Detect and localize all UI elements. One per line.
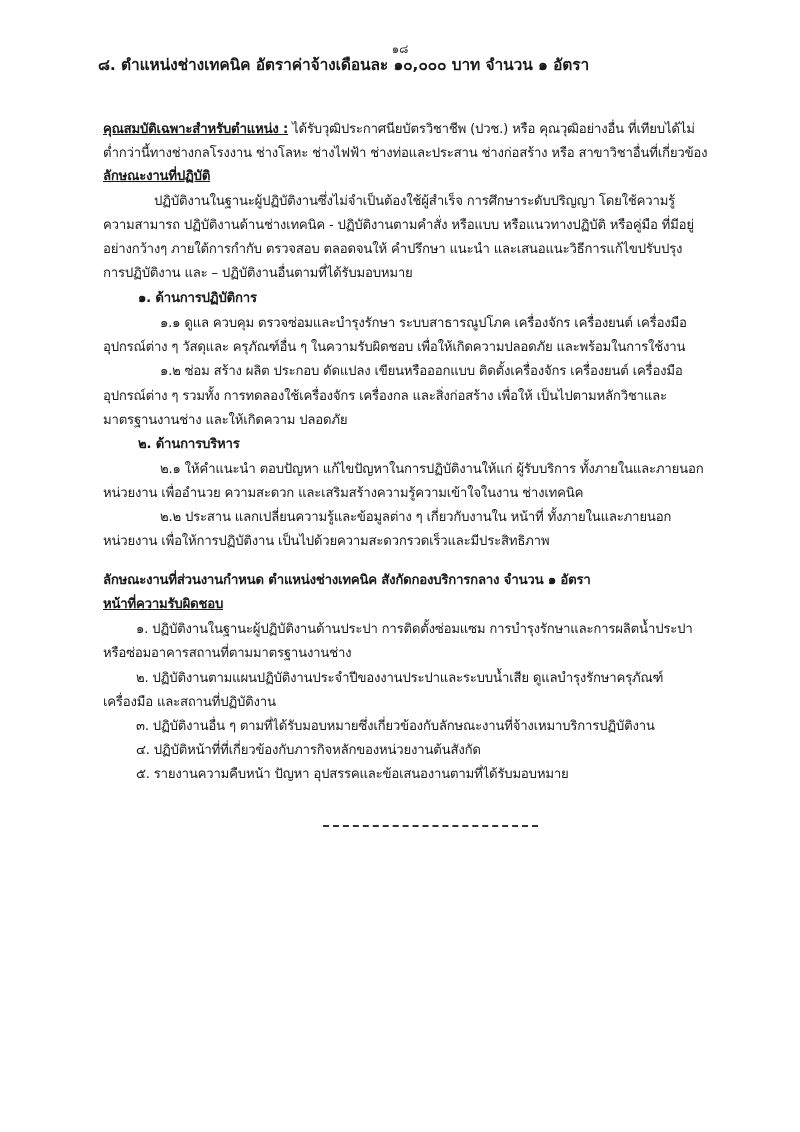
job-nature-line-3: อย่างกว้างๆ ภายใต้การกำกับ ตรวจสอบ ตลอดจนให้ คำปรึกษา แนะนำ และเสนอแนะวิธีการแก้ไขปรับปรุง — [103, 242, 683, 257]
administration-item-2-line-2: หน่วยงาน เพื่อให้การปฏิบัติงาน เป็นไปด้วยความสะดวกรวดเร็วและมีประสิทธิภาพ — [103, 534, 550, 549]
qualifications-line-2: ต่ำกว่านี้ทางช่างกลโรงงาน ช่างโลหะ ช่างไฟฟ้า ช่างท่อและประสาน ช่างก่อสร้าง หรือ สาขาวิชาอื่นที่เกี่ยวข้อง — [103, 146, 708, 161]
duty-1-line-1: ๑. ปฏิบัติงานในฐานะผู้ปฏิบัติงานด้านประปา การติดตั้งซ่อมแซม การบำรุงรักษาและการผลิตน้ำประปา — [136, 622, 693, 637]
operations-item-2-line-3: มาตรฐานงานช่าง และให้เกิดความ ปลอดภัย — [103, 413, 348, 428]
responsibilities-heading: หน้าที่ความรับผิดชอบ — [103, 597, 224, 612]
duty-2-line-1: ๒. ปฏิบัติงานตามแผนปฏิบัติงานประจำปีของงานประปาและระบบน้ำเสีย ดูแลบำรุงรักษาครุภัณฑ์ — [136, 671, 664, 686]
operations-item-1-line-1: ๑.๑ ดูแล ควบคุม ตรวจซ่อมและบำรุงรักษา ระบบสาธารณูปโภค เครื่องจักร เครื่องยนต์ เครื่องมือ — [160, 316, 687, 331]
agency-heading: ลักษณะงานที่ส่วนงานกำหนด ตำแหน่งช่างเทคนิค สังกัดกองบริการกลาง จำนวน ๑ อัตรา — [103, 573, 591, 588]
position-title: ๘. ตำแหน่งช่างเทคนิค อัตราค่าจ้างเดือนละ ๑๐,๐๐๐ บาท จำนวน ๑ อัตรา — [98, 56, 590, 74]
operations-item-1-line-2: อุปกรณ์ต่าง ๆ วัสดุและ ครุภัณฑ์อื่น ๆ ในความรับผิดชอบ เพื่อให้เกิดความปลอดภัย และพร้อมในการใช้งาน — [103, 340, 686, 355]
duty-2-line-2: เครื่องมือ และสถานที่ปฏิบัติงาน — [103, 695, 276, 710]
job-nature-heading: ลักษณะงานที่ปฏิบัติ — [103, 169, 211, 184]
qualifications-label: คุณสมบัติเฉพาะสำหรับตำแหน่ง : — [103, 122, 289, 137]
qualifications-text-1: ได้รับวุฒิประกาศนียบัตรวิชาชีพ (ปวช.) หรือ คุณวุฒิอย่างอื่น ที่เทียบได้ไม่ — [288, 122, 695, 137]
operations-item-2-line-2: อุปกรณ์ต่าง ๆ รวมทั้ง การทดลองใช้เครื่องจักร เครื่องกล และสิ่งก่อสร้าง เพื่อให้ เป็นไปตามหลักวิชาและ — [103, 389, 667, 404]
operations-item-2-line-1: ๑.๒ ซ่อม สร้าง ผลิต ประกอบ ดัดแปลง เขียนหรือออกแบบ ติดตั้งเครื่องจักร เครื่องยนต์ เครื่องมือ — [160, 364, 683, 379]
job-nature-line-2: ความสามารถ ปฏิบัติงานด้านช่างเทคนิค - ปฏิบัติงานตามคำสั่ง หรือแบบ หรือแนวทางปฏิบัติ หรือคู่มือ ที่มีอยู่ — [103, 218, 694, 233]
administration-item-2-line-1: ๒.๒ ประสาน แลกเปลี่ยนความรู้และข้อมูลต่าง ๆ เกี่ยวกับงานใน หน้าที่ ทั้งภายในและภายนอก — [160, 510, 672, 525]
qualifications-line-1 — [103, 121, 695, 139]
job-nature-line-1: ปฏิบัติงานในฐานะผู้ปฏิบัติงานซึ่งไม่จำเป็นต้องใช้ผู้สำเร็จ การศึกษาระดับปริญญา โดยใช้ความรู้ — [154, 194, 676, 209]
end-divider — [323, 825, 538, 827]
administration-heading: ๒. ด้านการบริหาร — [138, 437, 240, 452]
operations-heading: ๑. ด้านการปฏิบัติการ — [138, 291, 257, 306]
page-number: ๑๘ — [391, 42, 409, 56]
administration-item-1-line-2: หน่วยงาน เพื่ออำนวย ความสะดวก และเสริมสร้างความรู้ความเข้าใจในงาน ช่างเทคนิค — [103, 486, 584, 501]
duty-1-line-2: หรือซ่อมอาคารสถานที่ตามมาตรฐานงานช่าง — [103, 646, 352, 661]
duty-5: ๕. รายงานความคืบหน้า ปัญหา อุปสรรคและข้อเสนองานตามที่ได้รับมอบหมาย — [136, 767, 569, 782]
job-nature-line-4: การปฏิบัติงาน และ – ปฏิบัติงานอื่นตามที่ได้รับมอบหมาย — [103, 266, 413, 281]
duty-4: ๔. ปฏิบัติหน้าที่ที่เกี่ยวข้องกับภารกิจหลักของหน่วยงานต้นสังกัด — [136, 743, 481, 758]
duty-3: ๓. ปฏิบัติงานอื่น ๆ ตามที่ได้รับมอบหมายซึ่งเกี่ยวข้องกับลักษณะงานที่จ้างเหมาบริการปฏิบัติงาน — [136, 719, 655, 734]
administration-item-1-line-1: ๒.๑ ให้คำแนะนำ ตอบปัญหา แก้ไขปัญหาในการปฏิบัติงานให้แก่ ผู้รับบริการ ทั้งภายในและภายนอก — [160, 462, 704, 477]
